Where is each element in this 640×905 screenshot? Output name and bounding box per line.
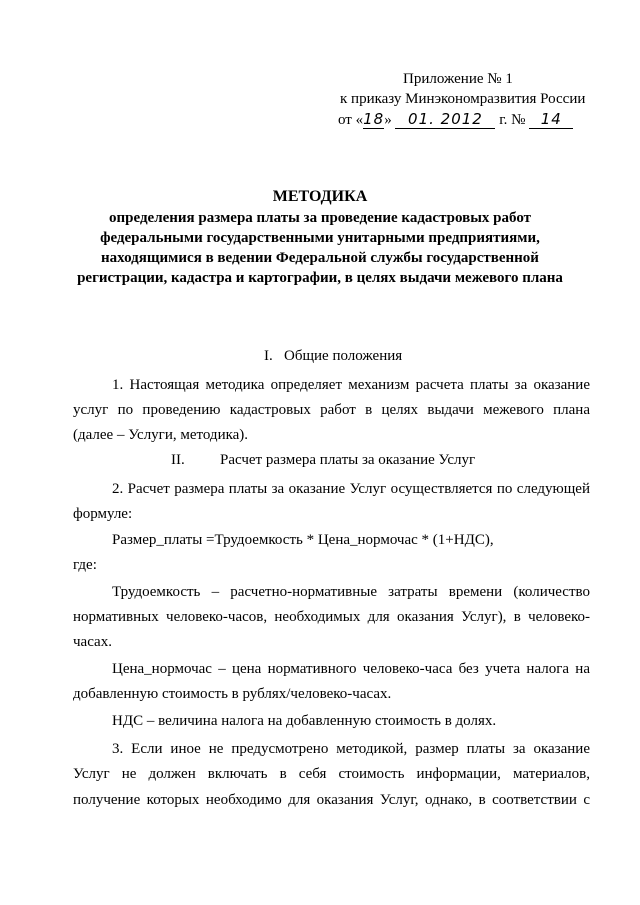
def2-line-2: добавленную стоимость в рублях/человеко-часах. bbox=[73, 686, 392, 702]
title-line-2: федеральными государственными унитарными предприятиями, bbox=[100, 230, 540, 246]
year-suffix: г. № bbox=[495, 112, 530, 128]
where-label: где: bbox=[73, 557, 97, 573]
document-title: МЕТОДИКА bbox=[272, 188, 368, 205]
def1-line-1: Трудоемкость – расчетно-нормативные затраты времени (количество bbox=[112, 584, 590, 600]
section-2-heading: Расчет размера платы за оказание Услуг bbox=[220, 452, 476, 468]
def2-line-1: Цена_нормочас – цена нормативного человеко-часа без учета налога на bbox=[112, 661, 590, 677]
p1-line-1: 1. Настоящая методика определяет механизм расчета платы за оказание bbox=[112, 377, 590, 393]
date-mid: » bbox=[384, 112, 396, 128]
date-prefix: от « bbox=[338, 112, 364, 128]
order-month-year: 01. 2012 bbox=[395, 110, 495, 129]
def1-line-2: нормативных человеко-часов, необходимых для оказания Услуг), в человеко- bbox=[73, 609, 590, 625]
order-day: 18 bbox=[363, 110, 385, 128]
p1-line-3: (далее – Услуги, методика). bbox=[73, 427, 249, 443]
title-line-3: находящимися в ведении Федеральной службы государственной bbox=[101, 250, 539, 266]
p3-line-3: получение которых необходимо для оказания Услуг, однако, в соответствии с bbox=[73, 792, 590, 808]
p3-line-1: 3. Если иное не предусмотрено методикой, размер платы за оказание bbox=[112, 741, 590, 757]
appendix-label: Приложение № 1 bbox=[403, 71, 513, 87]
order-reference: к приказу Минэкономразвития России bbox=[340, 91, 586, 107]
title-line-4: регистрации, кадастра и картографии, в целях выдачи межевого плана bbox=[77, 270, 563, 286]
p3-line-2: Услуг не должен включать в себя стоимость информации, материалов, bbox=[73, 766, 590, 782]
order-date-line bbox=[338, 110, 573, 129]
section-1-heading: I. Общие положения bbox=[264, 348, 403, 364]
order-number: 14 bbox=[529, 110, 573, 129]
p1-line-2: услуг по проведению кадастровых работ в целях выдачи межевого плана bbox=[73, 402, 590, 418]
def1-line-3: часах. bbox=[73, 634, 112, 650]
formula: Размер_платы =Трудоемкость * Цена_нормочас * (1+НДС), bbox=[112, 532, 494, 548]
title-line-1: определения размера платы за проведение кадастровых работ bbox=[109, 210, 531, 226]
def3: НДС – величина налога на добавленную стоимость в долях. bbox=[112, 713, 497, 729]
section-2-heading-number: II. bbox=[171, 452, 185, 468]
p2-line-2: формуле: bbox=[73, 506, 133, 522]
p2-line-1: 2. Расчет размера платы за оказание Услуг осуществляется по следующей bbox=[112, 481, 590, 497]
